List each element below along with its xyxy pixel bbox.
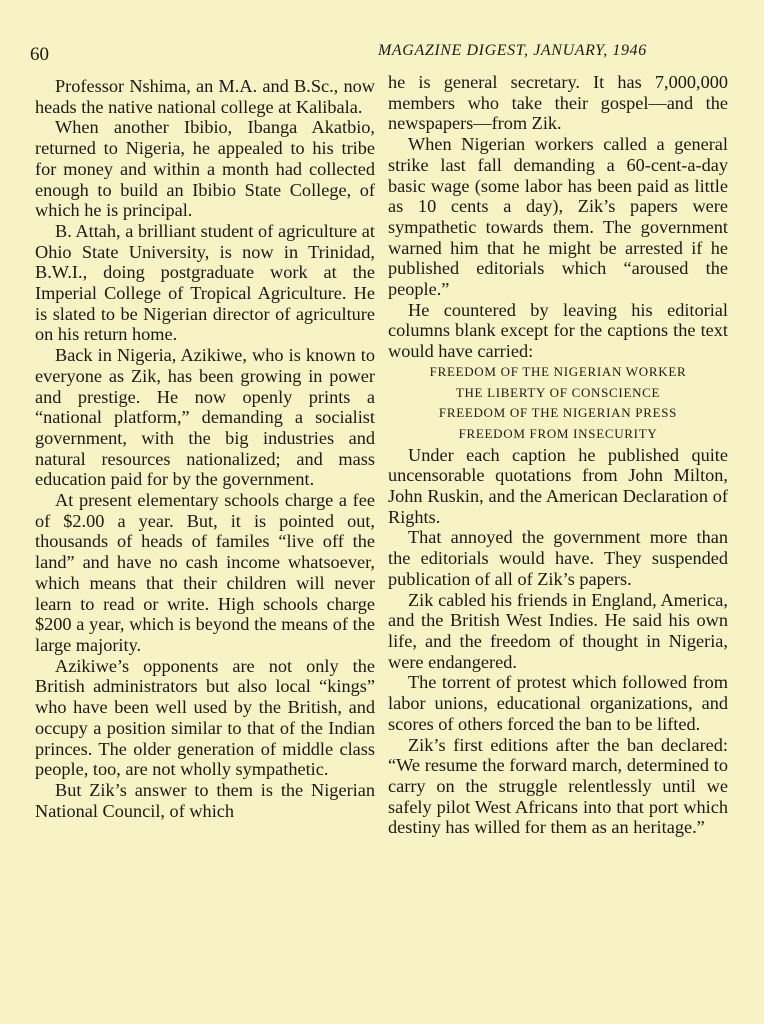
paragraph: Zik’s first editions after the ban declared: “We resume the forward march, determined to carry on the struggle relentlessly until we safely pilot West Africans into that port which destiny has willed for them as an heritage.” <box>388 734 728 838</box>
paragraph: Professor Nshima, an M.A. and B.Sc., now heads the native national college at Kalibala. <box>35 76 375 117</box>
paragraph-continuation: he is general secretary. It has 7,000,000 members who take their gospel—and the newspapers—from Zik. <box>388 72 728 134</box>
paragraph: But Zik’s answer to them is the Nigerian National Council, of which <box>35 779 375 821</box>
paragraph: Back in Nigeria, Azikiwe, who is known to everyone as Zik, has been growing in power and prestige. He now openly prints a “national platform,” demanding a socialist government, with the big industries and natural resources nationalized; and mass education paid for by the government. <box>35 345 375 490</box>
paragraph: The torrent of protest which followed from labor unions, educational organizations, and scores of others forced the ban to be lifted. <box>388 672 728 734</box>
paragraph: Zik cabled his friends in England, America, and the British West Indies. He said his own life, and the freedom of thought in Nigeria, were endangered. <box>388 589 728 672</box>
page-number: 60 <box>30 44 49 65</box>
left-column <box>35 76 375 821</box>
running-head: MAGAZINE DIGEST, JANUARY, 1946 <box>378 42 647 59</box>
paragraph: He countered by leaving his editorial columns blank except for the captions the text would have carried: <box>388 299 728 362</box>
paragraph: At present elementary schools charge a fee of $2.00 a year. But, it is pointed out, thousands of heads of familes “live off the land” and have no cash income whatsoever, which means that their children will never learn to read or write. High schools charge $200 a year, which is beyond the means of the large majority. <box>35 490 375 655</box>
editorial-caption: FREEDOM FROM INSECURITY <box>458 425 658 441</box>
paragraph: When Nigerian workers called a general strike last fall demanding a 60-cent-a-day basic wage (some labor has been paid as little as 10 cents a day), Zik’s papers were sympathetic towards them. The government warned him that he might be arrested if he published editorials which “aroused the people.” <box>388 134 728 300</box>
paragraph: Azikiwe’s opponents are not only the British administrators but also local “kings” who have been well used by the British, and occupy a position similar to that of the Indian princes. The older generation of middle class people, too, are not wholly sympathetic. <box>35 655 375 780</box>
paragraph: Under each caption he published quite uncensorable quotations from John Milton, John Ruskin, and the American Declaration of Rights. <box>388 444 728 527</box>
editorial-caption: FREEDOM OF THE NIGERIAN WORKER <box>429 363 687 379</box>
right-column <box>388 72 728 838</box>
paragraph: B. Attah, a brilliant student of agriculture at Ohio State University, is now in Trinidad, B.W.I., doing postgraduate work at the Imperial College of Tropical Agriculture. He is slated to be Nigerian director of agriculture on his return home. <box>35 220 375 345</box>
paragraph: When another Ibibio, Ibanga Akatbio, returned to Nigeria, he appealed to his tribe for money and within a month had collected enough to build an Ibibio State College, of which he is principal. <box>35 117 375 221</box>
paragraph: That annoyed the government more than the editorials would have. They suspended publication of all of Zik’s papers. <box>388 527 728 589</box>
editorial-caption: FREEDOM OF THE NIGERIAN PRESS <box>438 405 678 421</box>
editorial-caption: THE LIBERTY OF CONSCIENCE <box>455 384 661 400</box>
